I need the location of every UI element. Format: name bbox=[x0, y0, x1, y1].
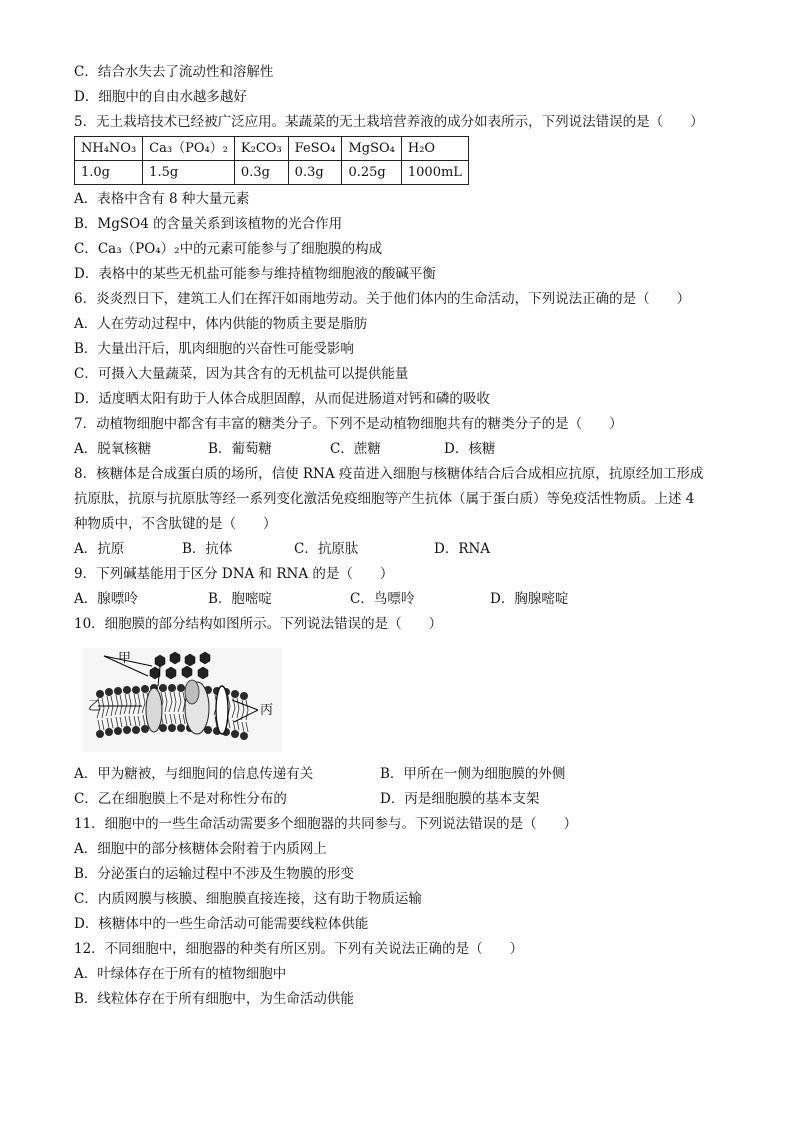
q6-option-b: B．大量出汗后，肌肉细胞的兴奋性可能受影响 bbox=[74, 341, 354, 357]
q4-option-d: D．细胞中的自由水越多越好 bbox=[74, 89, 247, 105]
q7-option-c: C．蔗糖 bbox=[330, 441, 381, 457]
q9-option-c: C．鸟嘌呤 bbox=[350, 591, 415, 607]
table-header-row bbox=[75, 137, 469, 161]
q7-option-d: D．核糖 bbox=[444, 441, 496, 457]
figure-label-yi: 乙 bbox=[88, 699, 102, 714]
q6-option-a: A．人在劳动过程中，体内供能的物质主要是脂肪 bbox=[74, 316, 368, 332]
q12-option-a: A．叶绿体存在于所有的植物细胞中 bbox=[74, 966, 287, 982]
cell-membrane-figure bbox=[82, 648, 282, 752]
q8-stem-line-1: 8．核糖体是合成蛋白质的场所，信使 RNA 疫苗进入细胞与核糖体结合后合成相应抗原，抗原经加工形成 bbox=[74, 466, 704, 482]
q12-stem: 12．不同细胞中，细胞器的种类有所区别。下列有关说法正确的是（ ） bbox=[74, 941, 524, 957]
table-cell: 1000mL bbox=[401, 161, 468, 185]
figure-label-bing: 丙 bbox=[260, 703, 274, 718]
table-cell: NH₄NO₃ bbox=[75, 137, 143, 161]
table-cell: 0.25g bbox=[342, 161, 401, 185]
q9-option-b: B．胞嘧啶 bbox=[208, 591, 272, 607]
q8-option-c: C．抗原肽 bbox=[294, 541, 359, 557]
q6-stem: 6．炎炎烈日下，建筑工人们在挥汗如雨地劳动。关于他们体内的生命活动，下列说法正确的是（ ） bbox=[74, 291, 691, 307]
q8-stem-line-2: 抗原肽，抗原与抗原肽等经一系列变化激活免疫细胞等产生抗体（属于蛋白质）等免疫活性物质。上述 4 bbox=[74, 491, 695, 507]
table-value-row bbox=[75, 161, 469, 185]
membrane-diagram bbox=[82, 648, 282, 752]
q7-option-a: A．脱氧核糖 bbox=[74, 441, 152, 457]
table-cell: Ca₃（PO₄）₂ bbox=[143, 137, 235, 161]
q12-option-b: B．线粒体存在于所有细胞中，为生命活动供能 bbox=[74, 991, 354, 1007]
table-cell: FeSO₄ bbox=[288, 137, 342, 161]
protein-3 bbox=[216, 686, 228, 734]
q5-option-d: D．表格中的某些无机盐可能参与维持植物细胞液的酸碱平衡 bbox=[74, 266, 436, 282]
table-cell: 0.3g bbox=[288, 161, 342, 185]
q9-stem: 9．下列碱基能用于区分 DNA 和 RNA 的是（ ） bbox=[74, 566, 394, 582]
q7-option-b: B．葡萄糖 bbox=[208, 441, 272, 457]
q10-option-d: D．丙是细胞膜的基本支架 bbox=[380, 791, 540, 807]
table-cell: H₂O bbox=[401, 137, 468, 161]
table-cell: 0.3g bbox=[234, 161, 288, 185]
q8-option-d: D．RNA bbox=[434, 541, 491, 557]
q5-option-a: A．表格中含有 8 种大量元素 bbox=[74, 191, 250, 207]
table-cell: MgSO₄ bbox=[342, 137, 401, 161]
q11-option-d: D．核糖体中的一些生命活动可能需要线粒体供能 bbox=[74, 916, 369, 932]
table-cell: 1.0g bbox=[75, 161, 143, 185]
q8-option-b: B．抗体 bbox=[182, 541, 233, 557]
q5-option-b: B．MgSO4 的含量关系到该植物的光合作用 bbox=[74, 216, 343, 232]
q11-stem: 11．细胞中的一些生命活动需要多个细胞器的共同参与。下列说法错误的是（ ） bbox=[74, 816, 578, 832]
q5-stem: 5．无土栽培技术已经被广泛应用。某蔬菜的无土栽培营养液的成分如表所示，下列说法错误的是（ ） bbox=[74, 114, 704, 130]
table-cell: K₂CO₃ bbox=[234, 137, 288, 161]
q10-option-a: A．甲为糖被，与细胞间的信息传递有关 bbox=[74, 766, 314, 782]
figure-label-jia: 甲 bbox=[118, 651, 132, 666]
nutrient-table bbox=[74, 136, 469, 185]
protein-1 bbox=[146, 688, 162, 732]
q11-option-c: C．内质网膜与核膜、细胞膜直接连接，这有助于物质运输 bbox=[74, 891, 422, 907]
q9-option-d: D．胸腺嘧啶 bbox=[490, 591, 569, 607]
q8-stem-line-3: 种物质中，不含肽键的是（ ） bbox=[74, 516, 277, 532]
q10-option-c: C．乙在细胞膜上不是对称性分布的 bbox=[74, 791, 287, 807]
q11-option-a: A．细胞中的部分核糖体会附着于内质网上 bbox=[74, 841, 327, 857]
q9-option-a: A．腺嘌呤 bbox=[74, 591, 138, 607]
q6-option-c: C．可摄入大量蔬菜，因为其含有的无机盐可以提供能量 bbox=[74, 366, 409, 382]
q4-option-c: C．结合水失去了流动性和溶解性 bbox=[74, 64, 274, 80]
q10-stem: 10．细胞膜的部分结构如图所示。下列说法错误的是（ ） bbox=[74, 616, 443, 632]
q7-stem: 7．动植物细胞中都含有丰富的糖类分子。下列不是动植物细胞共有的糖类分子的是（ ） bbox=[74, 416, 623, 432]
q5-option-c: C．Ca₃（PO₄）₂中的元素可能参与了细胞膜的构成 bbox=[74, 241, 383, 257]
q8-option-a: A．抗原 bbox=[74, 541, 125, 557]
q11-option-b: B．分泌蛋白的运输过程中不涉及生物膜的形变 bbox=[74, 866, 354, 882]
q10-option-b: B．甲所在一侧为细胞膜的外侧 bbox=[380, 766, 566, 782]
table-cell: 1.5g bbox=[143, 161, 235, 185]
q6-option-d: D．适度晒太阳有助于人体合成胆固醇，从而促进肠道对钙和磷的吸收 bbox=[74, 391, 490, 407]
